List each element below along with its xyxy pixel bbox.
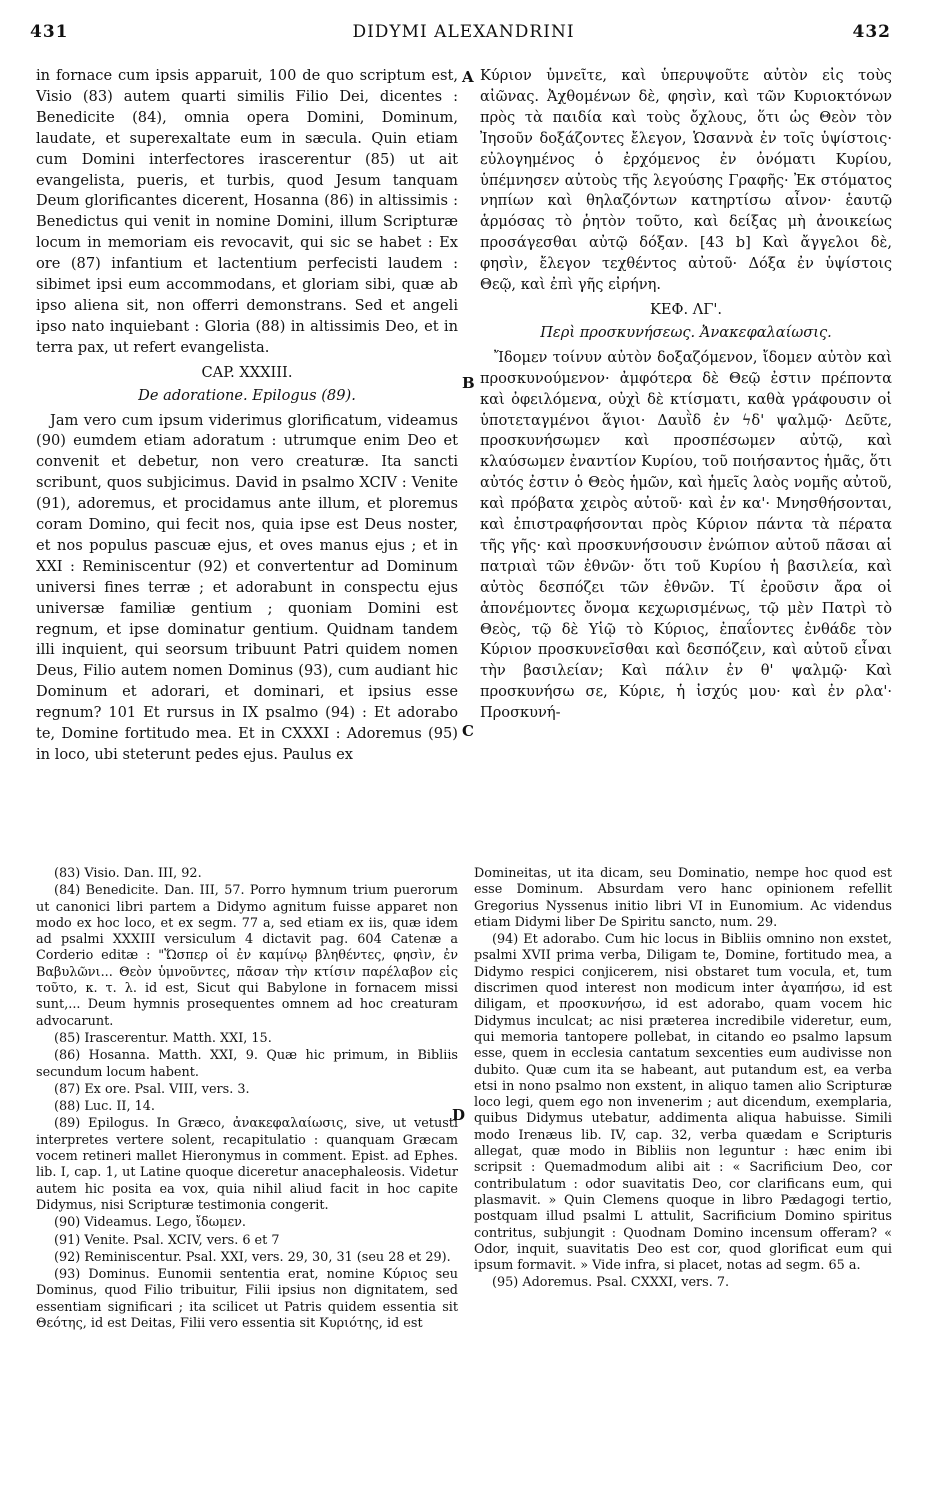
latin-column — [36, 66, 458, 846]
margin-letter-c: C — [462, 722, 474, 740]
footnote: (95) Adoremus. Psal. CXXXI, vers. 7. — [492, 1275, 730, 1291]
chapter-subtitle-greek: Περὶ προσκυνήσεως. Ἀνακεφαλαίωσις. — [540, 323, 832, 341]
footnote: (83) Visio. Dan. III, 92. — [54, 866, 202, 881]
footnote: (91) Venite. Psal. XCIV, vers. 6 et 7 — [54, 1232, 280, 1248]
margin-letter-a: A — [462, 68, 474, 86]
footnote: (90) Videamus. Lego, ἴδωμεν. — [54, 1215, 246, 1231]
page-number-right: 432 — [852, 22, 891, 42]
footnotes-left — [36, 866, 458, 1496]
margin-letter-d: D — [452, 1106, 466, 1124]
greek-column — [480, 66, 892, 846]
margin-letter-b: B — [462, 374, 475, 392]
greek-paragraph: Κύριον ὑμνεῖτε, καὶ ὑπερυψοῦτε αὐτὸν εἰς τοὺς αἰῶνας. Ἀχθομένων δὲ, φησὶν, καὶ τῶν Κυριοκτόνων πρὸς τὰ παιδία καὶ τοὺς ὄχλους, ὅτι ὡς Θεὸν τὸν Ἰησοῦν δοξάζοντες ἔλεγον, Ὡσαννὰ ἐν τοῖς ὑψίστοις· εὐλογημένος ὁ ἐρχόμενος ἐν ὀνόματι Κυρίου, ὑπέμνησεν αὐτοὺς τῆς λεγούσης Γραφῆς· Ἐκ στόματος νηπίων καὶ θηλαζόντων κατηρτίσω αἶνον· ἑαυτῷ ἁρμόσας τὸ ῥητὸν τοῦτο, καὶ δείξας μὴ ἀνοικείως προσάγεσθαι αὐτῷ δόξαν. [43 b] Καὶ ἄγγελοι δὲ, φησὶν, ἔλεγον τεχθέντος αὐτοῦ· Δόξα ἐν ὑψίστοις Θεῷ, καὶ ἐπὶ γῆς εἰρήνη. — [480, 67, 892, 294]
greek-paragraph: Ἴδομεν τοίνυν αὐτὸν δοξαζόμενον, ἴδομεν αὐτὸν καὶ προσκυνούμενον· ἀμφότερα δὲ Θεῷ ἐστιν πρέποντα καὶ ὀφειλόμενα, οὐχὶ δὲ κτίσματι, καθὰ γράφουσιν οἱ ὑποτεταγμένοι ἅγιοι· Δαυῒδ ἐν ϟδ' ψαλμῷ· Δεῦτε, προσκυνήσωμεν καὶ προσπέσωμεν αὐτῷ, καὶ κλαύσωμεν ἐναντίον Κυρίου, τοῦ ποιήσαντος ἡμᾶς, ὅτι αὐτός ἐστιν ὁ Θεὸς ἡμῶν, καὶ ἡμεῖς λαὸς νομῆς αὐτοῦ, καὶ πρόβατα χειρὸς αὐτοῦ· καὶ ἐν κα'· Μνησθήσονται, καὶ ἐπιστραφήσονται πρὸς Κύριον πάντα τὰ πέρατα τῆς γῆς· καὶ προσκυνήσουσιν ἐνώπιον αὐτοῦ πᾶσαι αἱ πατριαὶ τῶν ἐθνῶν· ὅτι τοῦ Κυρίου ἡ βασιλεία, καὶ αὐτὸς δεσπόζει τῶν ἐθνῶν. Τί ἐροῦσιν ἄρα οἱ ἀπονέμοντες ὄνομα κεχωρισμένως, τῷ μὲν Πατρὶ τὸ Θεὸς, τῷ δὲ Υἱῷ τὸ Κύριος, ἐπαΐοντες ἐνθάδε τὸν Κύριον προσκυνεῖσθαι καὶ δεσπόζειν, καὶ αὐτοῦ εἶναι τὴν βασιλείαν; Καὶ πάλιν ἐν θ' ψαλμῷ· Καὶ προσκυνήσω σε, Κύριε, ἡ ἰσχύς μου· καὶ ἐν ρλα'· Προσκυνή- — [480, 348, 892, 722]
chapter-heading-latin: CAP. XXXIII. — [201, 363, 293, 381]
footnote-continuation: Domineitas, ut ita dicam, seu Dominatio, nempe hoc quod est esse Dominum. Absurdam vero hanc opinionem refellit Gregorius Nyssenus initio libri VI in Eunomium. Ac videndus etiam Didymi liber De Spiritu sancto, num. 29. — [474, 866, 892, 930]
footnote: (85) Irascerentur. Matth. XXI, 15. — [54, 1030, 272, 1046]
running-title: DIDYMI ALEXANDRINI — [352, 22, 575, 42]
footnote: (87) Ex ore. Psal. VIII, vers. 3. — [54, 1081, 250, 1097]
chapter-heading-greek: ΚΕΦ. ΛΓ'. — [649, 300, 723, 318]
latin-paragraph: in fornace cum ipsis apparuit, 100 de quo scriptum est, Visio (83) autem quarti similis Filio Dei, dicentes : Benedicite (84), omnia opera Domini, Dominum, laudate, et superexaltate eum in sæcula. Quin etiam cum Domini interfectores irascerentur (85) ut ait evangelista, pueris, et turbis, quod Jesum tanquam Deum glorificantes dicerent, Hosanna (86) in altissimis : Benedictus qui venit in nomine Domini, illum Scripturæ locum in memoriam eis revocavit, qui sic se habet : Ex ore (87) infantium et lactentium perfecisti laudem : sibimet ipsi eum accommodans, et gloriam sibi, quæ ab ipso aliena sit, non offerri demonstrans. Sed et angeli ipso nato inquiebant : Gloria (88) in altissimis Deo, et in terra pax, ut refert evangelista. — [36, 67, 458, 356]
footnote: (92) Reminiscentur. Psal. XXI, vers. 29, 30, 31 (seu 28 et 29). — [54, 1249, 451, 1265]
footnotes-right — [474, 866, 892, 1496]
footnote: (88) Luc. II, 14. — [54, 1099, 155, 1115]
footnote: (86) Hosanna. Matth. XXI, 9. Quæ hic primum, in Bibliis secundum locum habent. — [36, 1048, 458, 1080]
page-number-left: 431 — [30, 22, 69, 42]
latin-paragraph: Jam vero cum ipsum viderimus glorificatum, videamus (90) eumdem etiam adoratum : utrumque enim Deo et convenit et debetur, non vero creaturæ. Ita sancti scribunt, quos subjicimus. David in psalmo XCIV : Venite (91), adoremus, et procidamus ante illum, et ploremus coram Domino, qui fecit nos, quia ipse est Deus noster, et nos populus pascuæ ejus, et oves manus ejus ; et in XXI : Reminiscentur (92) et convertentur ad Dominum universi fines terræ ; et adorabunt in conspectu ejus universæ familiæ gentium ; quoniam Domini est regnum, et ipse dominatur gentium. Quidnam tandem illi inquient, qui seorsum tribuunt Patri quidem nomen Deus, Filio autem nomen Dominus (93), cum audiant hic Dominum et adorari, et dominari, et ipsius esse regnum? 101 Et rursus in IX psalmo (94) : Et adorabo te, Domine fortitudo mea. Et in CXXXI : Adoremus (95) in loco, ubi steterunt pedes ejus. Paulus ex — [36, 411, 458, 763]
footnote: (84) Benedicite. Dan. III, 57. Porro hymnum trium puerorum ut canonici libri partem a Didymo agnitum fuisse apparet non modo ex hoc loco, et ex segm. 77 a, sed etiam ex iis, quæ idem ad psalmi XXXIII versiculum 4 dictavit pag. 604 Catenæ a Corderio editæ : "Ὥσπερ οἱ ἐν καμίνῳ βληθέντες, φησὶν, ἐν Βαβυλῶνι... Θεὸν ὑμνοῦντες, πᾶσαν τὴν κτίσιν παρέλαβον εἰς τοῦτο, κ. τ. λ. id est, Sicut qui Babylone in fornacem missi sunt,... Deum hymnis prosequentes omnem ad hoc creaturam advocarunt. — [36, 883, 458, 1029]
chapter-subtitle-latin: De adoratione. Epilogus (89). — [138, 386, 356, 404]
running-header — [0, 14, 927, 46]
footnote: (89) Epilogus. In Græco, ἀνακεφαλαίωσις, sive, ut vetusti interpretes vertere solent, recapitulatio : quanquam Græcam vocem retineri mallet Hieronymus in comment. Epist. ad Ephes. lib. I, cap. 1, ut Latine quoque diceretur anacephaleosis. Videtur autem hic posita ea vox, quia nihil aliud facit in hoc capite Didymus, nisi Scripturæ testimonia congerit. — [36, 1116, 458, 1213]
footnote: (94) Et adorabo. Cum hic locus in Bibliis omnino non exstet, psalmi XVII prima verba, Diligam te, Domine, fortitudo mea, a Didymo respici conjicerem, nisi obstaret tum vocula, et, tum discrimen quod interest non modicum inter ἀγαπήσω, id est diligam, et προσκυνήσω, id est adorabo, quam vocem hic Didymus inculcat; ac nisi præterea incredibile videretur, eum, qui memoria tantopere pollebat, in citando eo psalmo lapsum esse, quem in ecclesia cantatum sexcenties eum audivisse non dubito. Quæ cum ita se habeant, aut putandum est, ea verba etsi in nono psalmo non exstent, in aliquo tamen alio Scripturæ loco legi, quem ego non invenerim ; aut dicendum, exemplaria, quibus Didymus utebatur, addimenta aliqua habuisse. Simili modo Irenæus lib. IV, cap. 32, verba quædam e Scripturis allegat, quæ modo in Bibliis non leguntur : hæc enim ibi scripsit : Quemadmodum alibi ait : « Sacrificium Deo, cor contribulatum : odor suavitatis Deo, cor clarificans eum, qui plasmavit. » Quin Clemens quoque in libro Pædagogi tertio, postquam illud psalmi L attulit, Sacrificium Domino spiritus contritus, subjungit : Quodnam Domino incensum offeram? « Odor, inquit, suavitatis Deo est cor, quod glorificat eum qui ipsum formavit. » Vide infra, si placet, notas ad segm. 65 a. — [474, 932, 892, 1274]
footnote: (93) Dominus. Eunomii sententia erat, nomine Κύριος seu Dominus, quod Filio tribuitur, Filii ipsius non dignitatem, sed essentiam significari ; ita scilicet ut Patris quidem essentia sit Θεότης, id est Deitas, Filii vero essentia sit Κυριότης, id est — [36, 1267, 458, 1332]
